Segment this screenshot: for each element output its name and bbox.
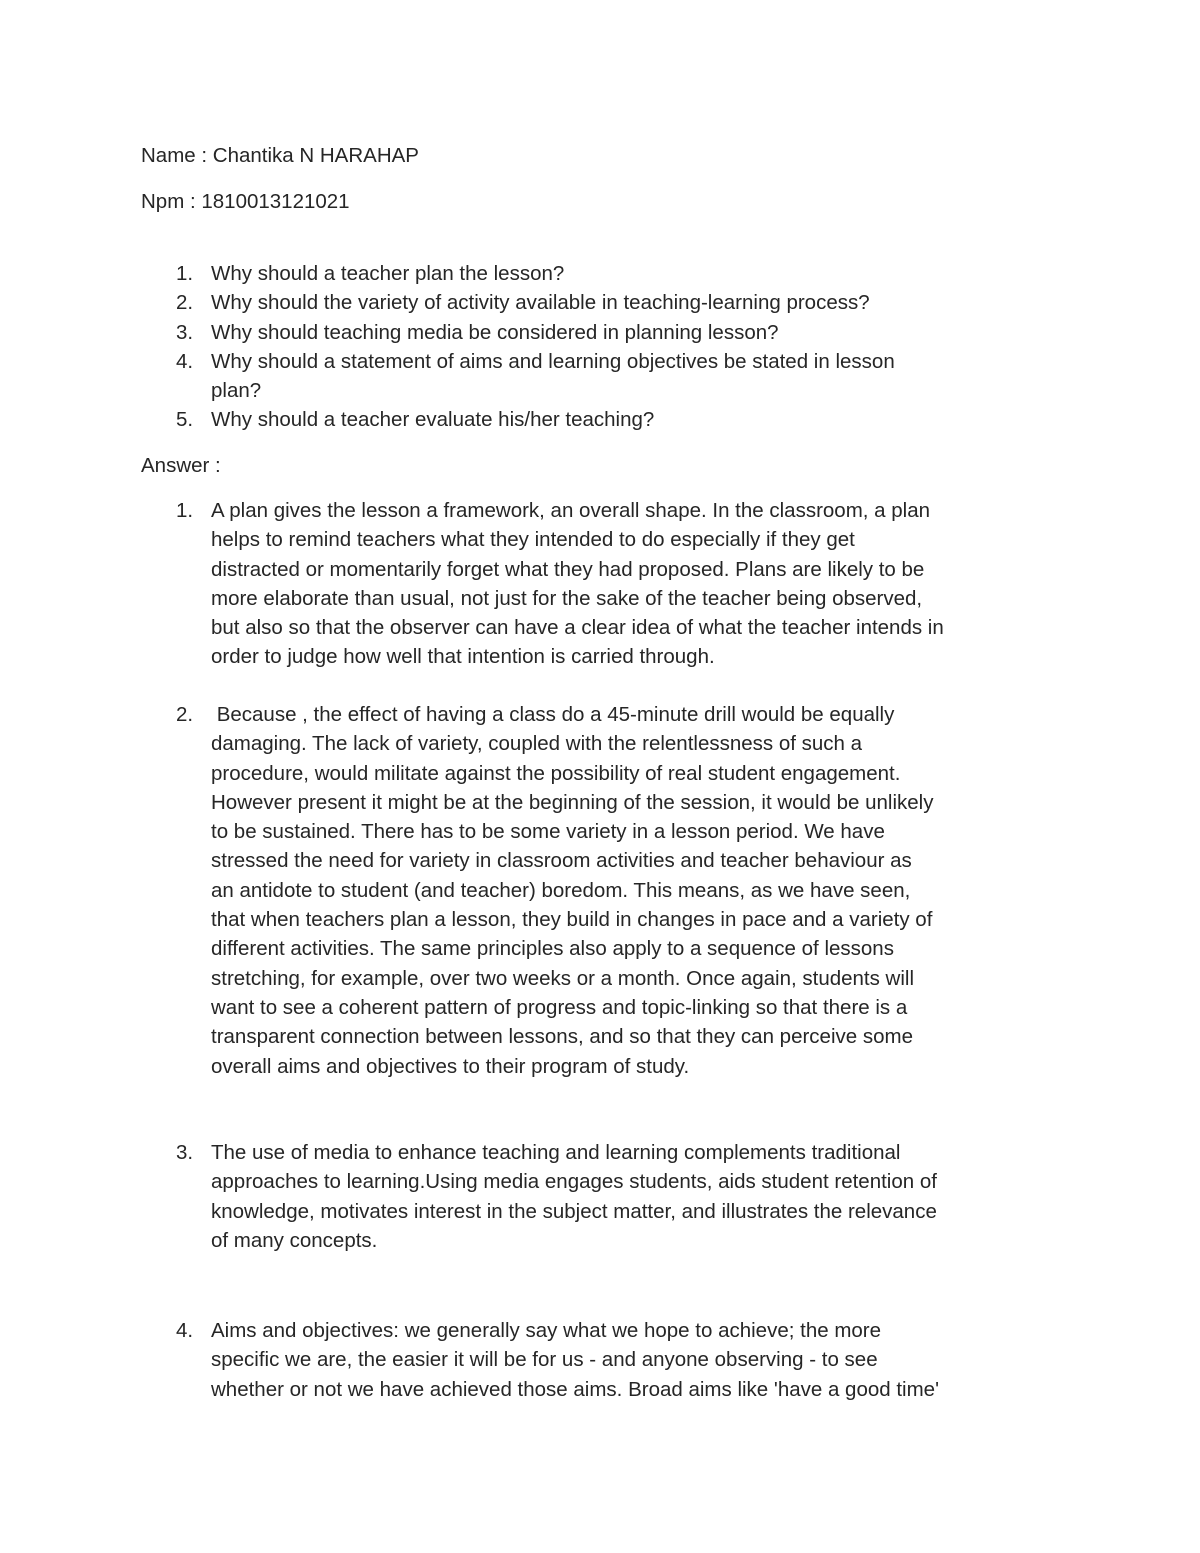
answer-text: transparent connection between lessons, and so that they can perceive some [211,1025,913,1049]
answer-text: but also so that the observer can have a clear idea of what the teacher intends in [211,616,944,640]
answer-text: knowledge, motivates interest in the subject matter, and illustrates the relevance [211,1199,937,1223]
question-text: Why should a teacher plan the lesson? [211,262,565,285]
answer-item [0,700,1061,1081]
answer-text: approaches to learning.Using media engages students, aids student retention of [211,1170,937,1194]
answer-text: distracted or momentarily forget what they had proposed. Plans are likely to be [211,557,925,581]
answer-text: different activities. The same principles also apply to a sequence of lessons [211,937,894,961]
answer-item [0,1316,1061,1404]
question-number: 4. [176,349,194,373]
answer-text: Because , the effect of having a class do a 45-minute drill would be equally [211,703,895,726]
answer-text: stretching, for example, over two weeks or a month. Once again, students will [211,966,915,990]
answer-text: more elaborate than usual, not just for the sake of the teacher being observed, [211,586,923,610]
question-list [0,259,1061,435]
question-text: plan? [211,379,262,403]
answer-text: damaging. The lack of variety, coupled with the relentlessness of such a [211,732,863,756]
question-item [0,347,1061,406]
answer-number: 2. [176,703,194,726]
answer-text: order to judge how well that intention is carried through. [211,645,715,669]
answer-text: to be sustained. There has to be some variety in a lesson period. We have [211,820,885,844]
answer-text: stressed the need for variety in classroom activities and teacher behaviour as [211,849,912,873]
answer-number: 4. [176,1319,194,1342]
question-number: 1. [176,262,194,285]
question-text: Why should teaching media be considered in planning lesson? [211,320,779,344]
answer-text: helps to remind teachers what they intended to do especially if they get [211,528,855,552]
question-text: Why should a teacher evaluate his/her teaching? [211,408,655,432]
answer-text: of many concepts. [211,1228,378,1252]
question-item [0,288,1061,317]
question-text: Why should a statement of aims and learning objectives be stated in lesson [211,349,895,373]
answer-text: specific we are, the easier it will be for us - and anyone observing - to see [211,1348,878,1372]
answer-item [0,496,1061,672]
question-item [0,259,1061,288]
question-item [0,405,1061,434]
answer-text: want to see a coherent pattern of progress and topic-linking so that there is a [211,995,908,1019]
answer-heading: Answer : [141,454,221,477]
question-item [0,318,1061,347]
student-name: Name : Chantika N HARAHAP [141,144,419,167]
question-number: 3. [176,320,194,344]
answer-text: overall aims and objectives to their program of study. [211,1054,690,1078]
answer-text: procedure, would militate against the possibility of real student engagement. [211,761,901,785]
answer-item [0,1138,1061,1255]
answer-number: 1. [176,499,194,522]
answer-text: whether or not we have achieved those aims. Broad aims like 'have a good time' [211,1377,940,1401]
student-npm: Npm : 1810013121021 [141,190,350,213]
answer-text: A plan gives the lesson a framework, an overall shape. In the classroom, a plan [211,499,931,522]
question-number: 5. [176,408,194,432]
question-number: 2. [176,291,194,315]
answer-text: that when teachers plan a lesson, they build in changes in pace and a variety of [211,908,933,932]
question-text: Why should the variety of activity available in teaching-learning process? [211,291,870,315]
answer-text: Aims and objectives: we generally say what we hope to achieve; the more [211,1319,882,1342]
answer-text: However present it might be at the beginning of the session, it would be unlikely [211,790,934,814]
answer-number: 3. [176,1141,194,1164]
answer-text: The use of media to enhance teaching and learning complements traditional [211,1141,901,1164]
answer-text: an antidote to student (and teacher) boredom. This means, as we have seen, [211,878,911,902]
